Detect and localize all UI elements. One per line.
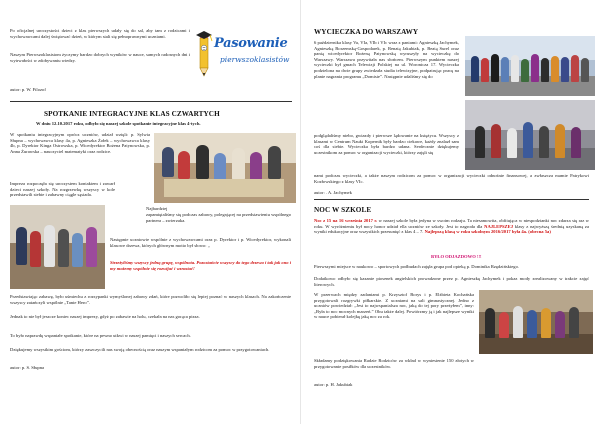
noc-paragraph-5: Składamy podziękowania Radzie Rodziców za wkład w wyniesienie 150 złotych w przygotowanie posiłków dla uczestników. <box>314 358 474 369</box>
spotkanie-paragraph-1: W spotkaniu integracyjnym oprócz uczniów, udział wzięli: p. Sylwia Słupna – wychowawca klasy 4a, p. Agnieszka Żołek – wychowawca klasy 4b, p. Dyrektor Kinga Ostrowska, p. Wicedyrektor Bożena Patynowska, p. Anna Żurawska – nauczyciel matematyki oraz rodzice. <box>10 132 150 154</box>
right-page <box>300 0 600 424</box>
spotkanie-paragraph-3a: Najbardziej <box>146 206 168 211</box>
spotkanie-author: autor: p. S. Słupna <box>10 365 45 370</box>
spotkanie-paragraph-4: Następnie uczniowie wspólnie z wychowawcami oraz p. Dyrektor i p. Wicedyrektor, wykonali klasowe drzewa, których głównym motto był słowo: „ <box>110 237 291 248</box>
photo-dancing <box>10 205 105 289</box>
section-title-spotkanie: SPOTKANIE INTEGRACYJNE KLAS CZWARTYCH <box>44 110 220 118</box>
noc-best-class: Najlepszą klasą w roku szkolnym 2016/2017 była 4a. (obecna 5a) <box>424 229 551 235</box>
noc-author: autor: p. H. Jakubiak <box>314 382 353 387</box>
logo-subtitle: pierwszoklasistów <box>220 55 290 64</box>
photo-night-school <box>479 290 593 354</box>
spotkanie-paragraph-7: To było naprawdę wspaniałe spotkanie, które na pewno utkwi w naszej pamięci i naszych sercach. <box>10 333 191 338</box>
noc-paragraph-1d: klasy z najwyższą średnią uzyskaną za wyniki edukacyjne oraz wszystkich przesunięć z klas 4 – 7. <box>314 223 589 235</box>
noc-paragraph-3: Dodatkowo odbyło się kazanie piosenek angielskich prowadzone przez p. Agnieszkę Jachymek i pokaz mody zrealizowany w trakcie zajęć literowych. <box>314 276 589 287</box>
spotkanie-quote: Strzeżyliśmy wszyscy jedną grupę, wspólnota. Pozostańcie wszyscy do tego drzewa i tak jak ono i my możemy wspólnie się rozwijać i wzrastać! <box>110 260 291 271</box>
section-title-noc: NOC W SZKOLE <box>314 206 372 214</box>
noc-paragraph-4: W przerwach między zadaniami p. Krzysztof Borys i p. Elżbieta Kochańska przygotowali rozgrywki piłkarskie. Z uczniami na sali gimnastycznej. Jedno z uczniów powiedział: „Jest to najwspanialsza noc, jaką do tej pory przeżyłem”, inny: „Była to noc mocnych marzeń.” Obu także dalej. Powtórzmy ją i jak najlepsze wyniki w nauce pobierał kolejkę jaką noc za rok. <box>314 292 474 320</box>
intro-paragraph: Po oficjalnej uroczystości dzieci z klas pierwszych udały się do sal, aby tam z rodzicami i wychowawcami dalej świętować dzień, w którym stali się pełnoprawnymi uczniami. <box>10 28 190 39</box>
photo-warsaw-studio <box>465 100 595 170</box>
wycieczka-paragraph-2: podglądaliśmy niebo, gwiazdy i pierwsze lądowanie na księżycu. Wszyscy z klasami w Centrum Nauki Kopernik były bardzo ciekawe, każdy znalazł sam coś dla siebie. Wycieczka była bardzo udana. Serdecznie dziękujemy uczestnikom za pomoc w organizacji wycieczki, którzy zajęli się <box>314 133 459 155</box>
wycieczka-paragraph-1: 6 października klasy Va, VIa, VIb i VIc wraz z paniami: Agnieszką Jachymek, Agnieszką Borzemską-Gospodarek, p. Renatą Jakubiak, p. Beatą Surel oraz panią wicedyrektor Bożeną Patynowską wyruszyły na wycieczkę do Warszawy. Warszawa przywitała nas słońcem. Pierwszym punktem naszej wycieczki był gmach Telewizji Polskiej na ul. Woronicza 17. Wycieczka podzielona na dwie grupy zwiedzała studia telewizyjne, podpatrując pracę na planie nagrania programu „Domisie”. Następnie udaliśmy się do <box>314 40 459 79</box>
spotkanie-lead: W dniu 12.10.2017 roku, odbyło się naszej szkole spotkanie integracyjne klas 4-tych. <box>36 121 201 126</box>
noc-paragraph-2: Pierwszymi miejsce w naukowo – sportowych podbudach zajęła grupa pod opieką p. Dominika Rzędzińskiego. <box>314 264 520 269</box>
spotkanie-paragraph-5: Przedstawiając zabawę, było uśmiechu z rozsypanki wymyślonej zabawy zdań, które pozwoliło się lepiej poznać w naszych klasach. Na zakończenie wszyscy zatańczyli wspólnie „Tanie Hero”. <box>10 294 291 305</box>
noc-paragraph-1: w naszej szkole była jedyna w swoim rodzaju. Ta niesamowita, obfitująca w niespodzianki noc zdarza się raz w roku. W wyróżnieniu był nocy honor udział ella uczniów ze szkoły. Jest to nagroda dla <box>314 218 589 229</box>
photo-classroom <box>154 133 296 203</box>
photo-warsaw-group <box>465 36 595 96</box>
spotkanie-paragraph-3b: zapamiętaliśmy się podczas zabawy, polegającej na przedstawieniu wspólnego partnera – zwierzaka. <box>146 212 291 223</box>
wycieczka-author: autor: . A. Jachymek <box>314 190 352 195</box>
logo-title: Pasowanie <box>214 36 288 51</box>
spotkanie-paragraph-2: Impreza rozpoczęła się uroczystem kontaktem i zawarł dzieci naszej szkoły. Na rozgrzewkę wszyscy w kole przedstawili siebie i zabawny ciągle sąsiada. <box>10 181 115 198</box>
noc-date: Noc z 15 na 16 września 2017 r. <box>314 218 378 223</box>
wycieczka-paragraph-3: nami podczas wycieczki, a także naszym rodzicom za pomoc w organizacji wycieczki odnośnie finansowej, a zwłaszcza mamie Patrykowi Kozłowskiego z klasy VIc. <box>314 173 589 184</box>
noc-slogan: BYŁO ODJAZDOWO !!! <box>431 254 482 259</box>
section-divider <box>10 101 292 102</box>
section-divider-2 <box>314 199 589 200</box>
pasowanie-logo <box>196 26 292 78</box>
noc-best-label: NAJLEPSZEJ <box>484 223 513 229</box>
graduate-pencil-logo-icon <box>196 26 292 78</box>
spotkanie-paragraph-6: Jednak to nie był jeszcze koniec naszej imprezy, gdyż po zabawie na holu, czekała na nas gorąca pizza. <box>10 314 200 319</box>
intro-author: autor: p. W. Filozof <box>10 87 46 92</box>
spotkanie-paragraph-8: Dziękujemy wszystkim gościom, którzy zaszczycili nas swoją obecnością oraz naszym wspaniałym rodzicom za pomoc w przygotowaniach. <box>10 347 270 352</box>
section-title-wycieczka: WYCIECZKA DO WARSZAWY <box>314 28 419 36</box>
intro-paragraph-2: Naszym Pierwszoklasistom życzymy bardzo dobrych wyników w nauce, samych radosnych dni i wytrwałości w zdobywaniu wiedzy. <box>10 52 190 63</box>
